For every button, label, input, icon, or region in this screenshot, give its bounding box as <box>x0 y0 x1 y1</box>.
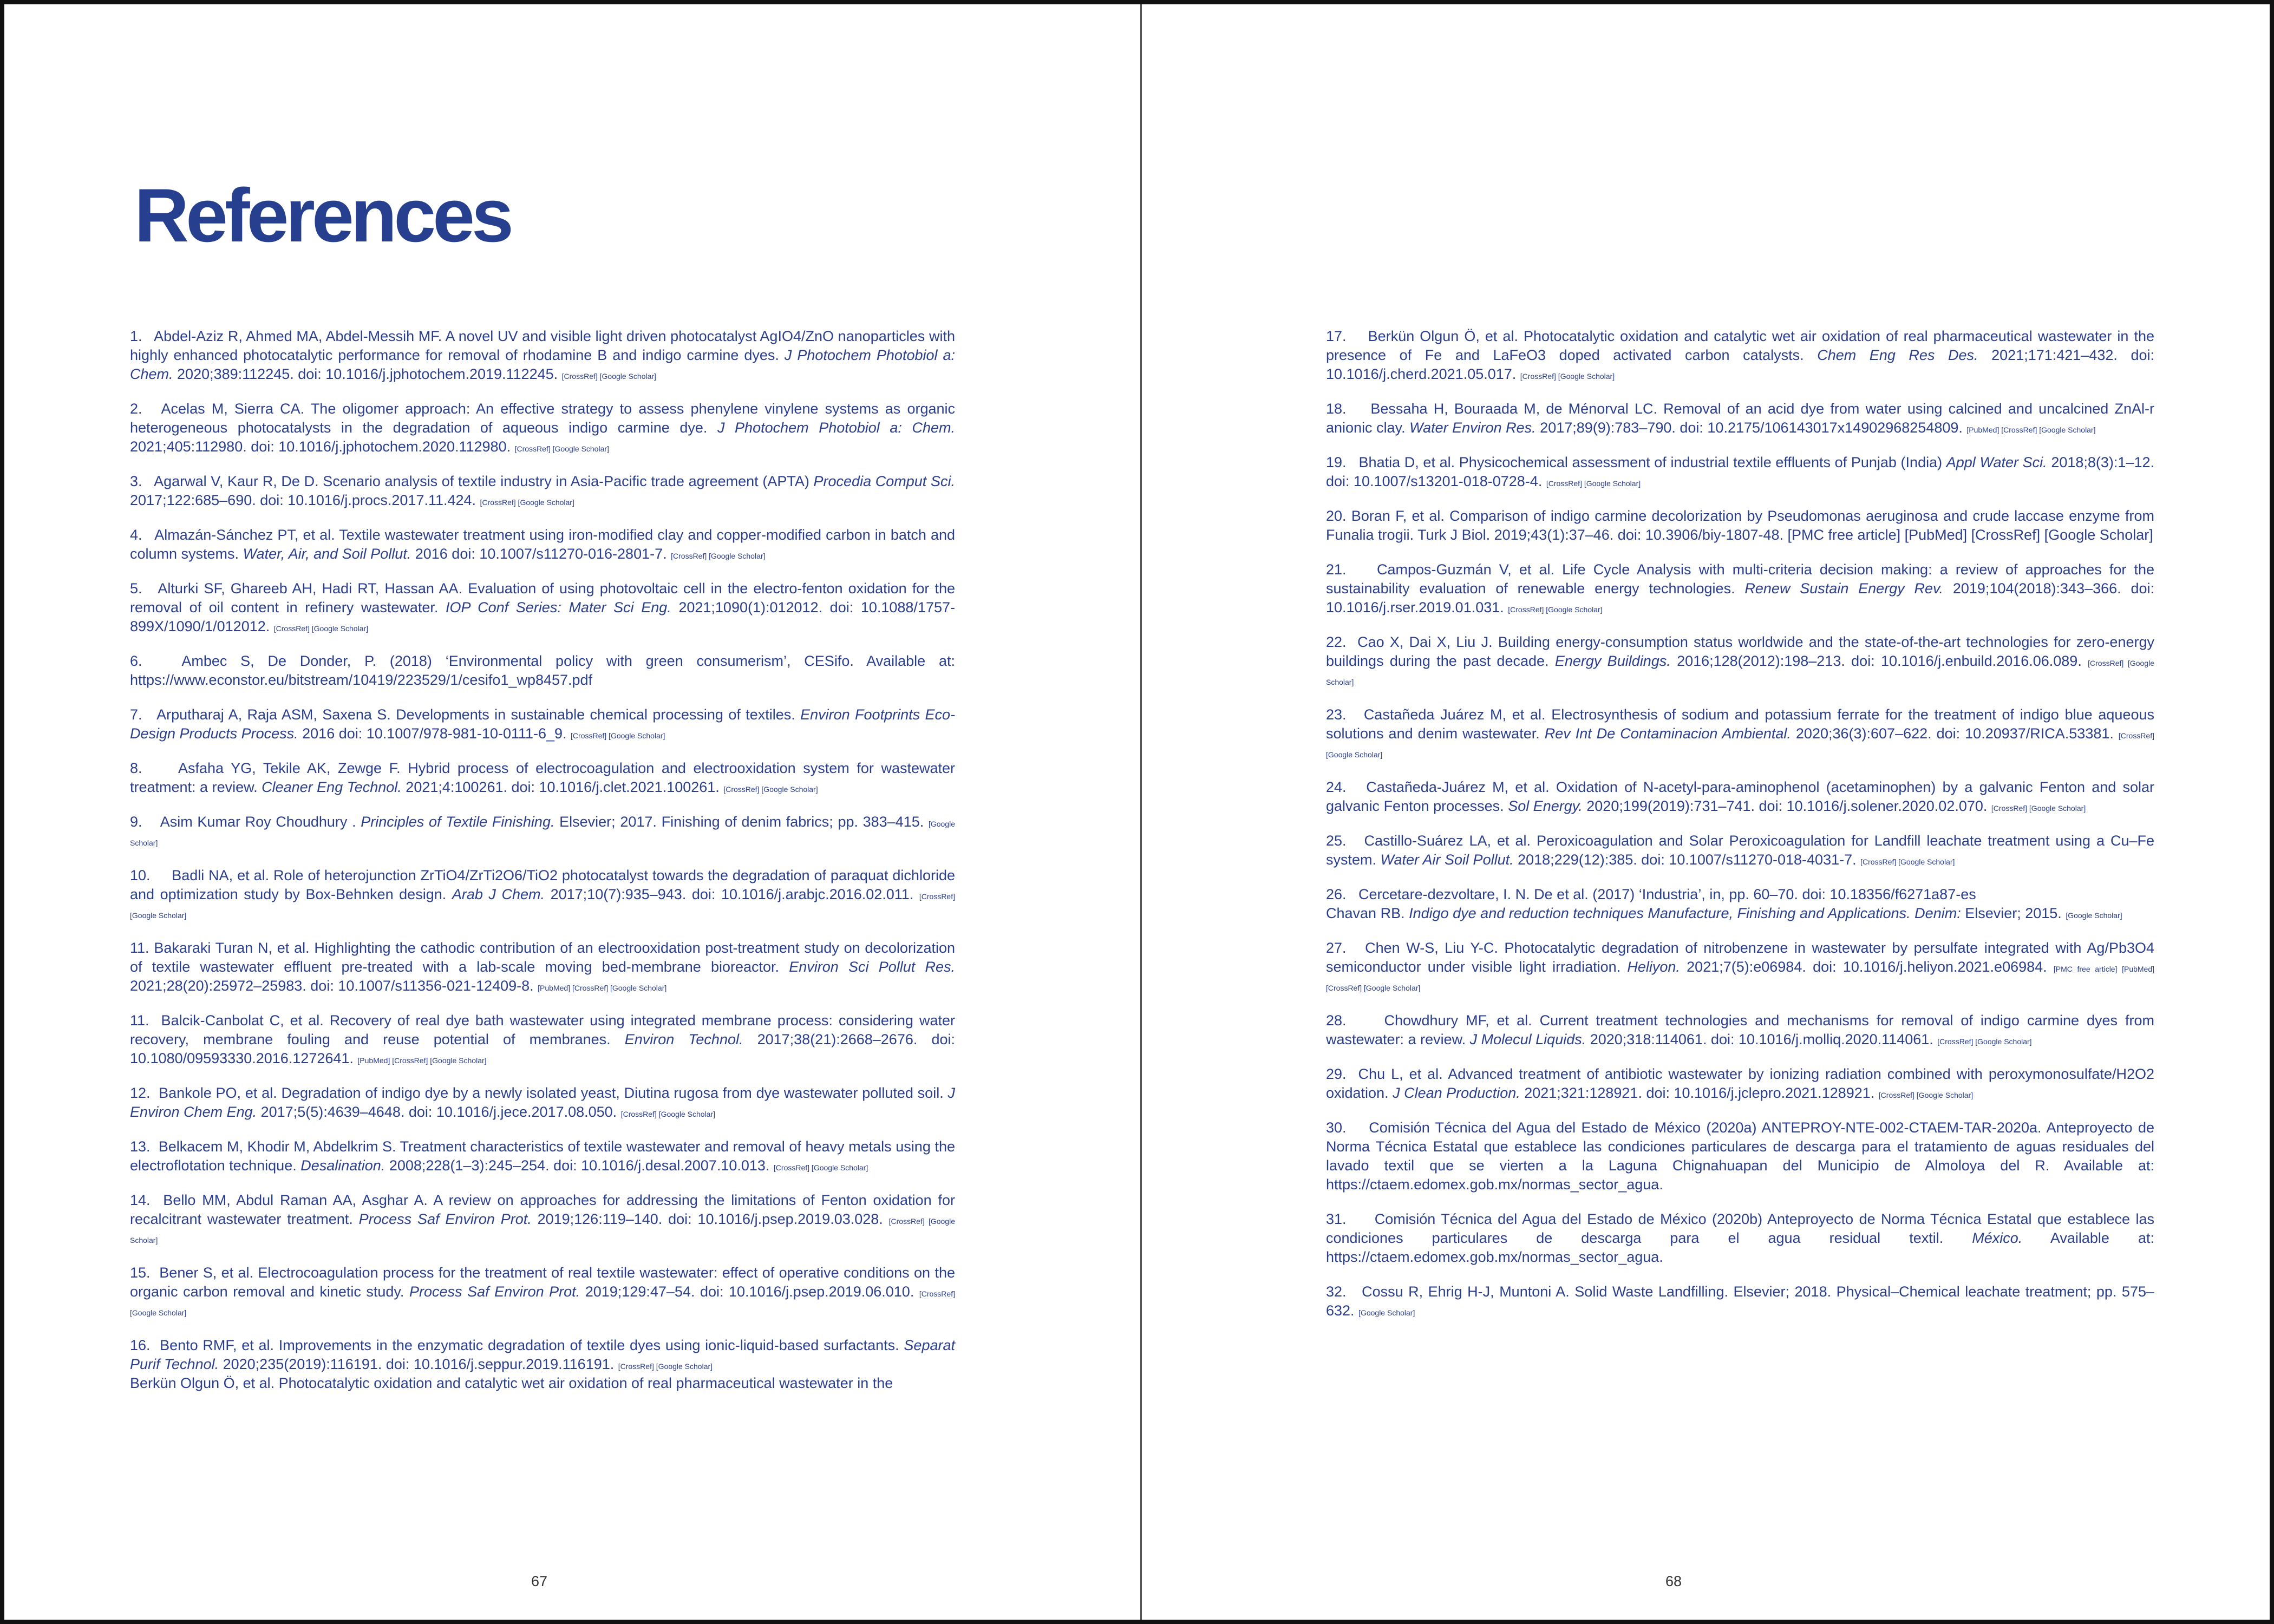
reference-source: J Photochem Photobiol a: Chem. <box>130 347 955 382</box>
reference-text: 3. Agarwal V, Kaur R, De D. Scenario analysis of textile industry in Asia-Pacific trade agreement (APTA) <box>130 473 814 489</box>
reference-details: 2020;36(3):607–622. doi: 10.20937/RICA.53381. <box>1791 725 2119 742</box>
reference-source: Indigo dye and reduction techniques Manufacture, Finishing and Applications. Denim: <box>1409 905 1961 921</box>
reference-source: Appl Water Sci. <box>1946 454 2047 470</box>
reference-source: Environ Technol. <box>624 1031 743 1047</box>
reference-text: 9. Asim Kumar Roy Choudhury . <box>130 814 361 830</box>
reference-text: 18. Bessaha H, Bouraada M, de Ménorval LC. Removal of an acid dye from water using calcined and uncalcined ZnAl-r anionic clay. <box>1326 401 2154 436</box>
reference-links: [CrossRef] [Google Scholar] <box>480 498 574 507</box>
reference-text: 24. Castañeda-Juárez M, et al. Oxidation of N-acetyl-para-aminophenol (acetaminophen) by a galvanic Fenton and solar galvanic Fenton processes. <box>1326 779 2154 814</box>
reference-details: 2016 doi: 10.1007/978-981-10-0111-6_9. <box>298 725 571 742</box>
reference-links: [PubMed] [CrossRef] [Google Scholar] <box>1966 425 2096 434</box>
reference-details: Available at: https://ctaem.edomex.gob.mx/normas_sector_agua. <box>1326 1230 2154 1265</box>
reference-text: 27. Chen W-S, Liu Y-C. Photocatalytic degradation of nitrobenzene in wastewater by persulfate integrated with Ag/Pb3O4 semiconductor under visible light irradiation. <box>1326 940 2154 975</box>
reference-source: Process Saf Environ Prot. <box>409 1284 580 1300</box>
reference-links: [CrossRef] [Google Scholar] <box>671 552 766 560</box>
reference-source: Rev Int De Contaminacion Ambiental. <box>1544 725 1791 742</box>
reference-details: 2021;171:421–432. doi: 10.1016/j.cherd.2021.05.017. <box>1326 347 2154 382</box>
reference-text: 20. Boran F, et al. Comparison of indigo carmine decolorization by Pseudomonas aeruginosa and crude laccase enzyme from Funalia trogii. Turk J Biol. 2019;43(1):37–46. doi: 10.3906/biy-1807-48. [PMC free article] [PubMed] [CrossRef] [Google Scholar] <box>1326 508 2154 543</box>
reference-links: [PubMed] [CrossRef] [Google Scholar] <box>357 1056 487 1065</box>
reference-item <box>130 813 955 850</box>
reference-item <box>130 1191 955 1248</box>
reference-item <box>1326 327 2154 384</box>
reference-text: 13. Belkacem M, Khodir M, Abdelkrim S. Treatment characteristics of textile wastewater and removal of heavy metals using the electroflotation technique. <box>130 1138 955 1174</box>
reference-links: [CrossRef] [Google Scholar] <box>1326 731 2154 759</box>
reference-item <box>130 1084 955 1122</box>
reference-item <box>1326 705 2154 762</box>
reference-text: 16. Bento RMF, et al. Improvements in the enzymatic degradation of textile dyes using ionic-liquid-based surfactants. <box>130 1337 904 1353</box>
reference-source: Sol Energy. <box>1508 798 1583 814</box>
reference-text: 15. Bener S, et al. Electrocoagulation process for the treatment of real textile wastewater: effect of operative conditions on the organic carbon removal and kinetic study. <box>130 1265 955 1300</box>
reference-details: 2017;10(7):935–943. doi: 10.1016/j.arabjc.2016.02.011. <box>545 886 919 902</box>
reference-details: 2019;104(2018):343–366. doi: 10.1016/j.rser.2019.01.031. <box>1326 580 2155 615</box>
reference-links: [CrossRef] [Google Scholar] <box>1520 372 1615 381</box>
reference-item <box>1326 1210 2154 1267</box>
reference-source: Arab J Chem. <box>452 886 545 902</box>
reference-details: 2008;228(1–3):245–254. doi: 10.1016/j.desal.2007.10.013. <box>385 1157 774 1174</box>
reference-links: [CrossRef] [Google Scholar] <box>620 1110 715 1118</box>
reference-details: 2021;4:100261. doi: 10.1016/j.clet.2021.100261. <box>401 779 724 795</box>
reference-links: [CrossRef] [Google Scholar] <box>618 1362 713 1371</box>
page-68 <box>1142 4 2270 1620</box>
reference-item <box>1326 633 2154 690</box>
reference-text: 23. Castañeda Juárez M, et al. Electrosynthesis of sodium and potassium ferrate for the treatment of indigo blue aqueous solutions and denim wastewater. <box>1326 706 2154 742</box>
reference-source: Water, Air, and Soil Pollut. <box>243 546 411 562</box>
reference-text: 10. Badli NA, et al. Role of heterojunction ZrTiO4/ZrTi2O6/TiO2 photocatalyst towards the degradation of paraquat dichloride and optimization study by Box-Behnken design. <box>130 867 955 902</box>
reference-source: Heliyon. <box>1627 959 1680 975</box>
reference-item <box>130 579 955 636</box>
reference-text: 30. Comisión Técnica del Agua del Estado de México (2020a) ANTEPROY-NTE-002-CTAEM-TAR-2020a. Anteproyecto de Norma Técnica Estatal que establece las condiciones particulares de descarga para el tratamiento de aguas residuales del lavado textil que se vierten a la Laguna Chignahuapan del Municipio de Almoloya del R. Available at: https://ctaem.edomex.gob.mx/normas_sector_agua. <box>1326 1119 2154 1193</box>
reference-details: 2017;89(9):783–790. doi: 10.2175/106143017x14902968254809. <box>1535 420 1967 436</box>
reference-details: 2020;318:114061. doi: 10.1016/j.molliq.2020.114061. <box>1586 1031 1938 1047</box>
reference-item <box>130 526 955 564</box>
reference-item <box>1326 1282 2154 1320</box>
reference-source: J Photochem Photobiol a: Chem. <box>717 420 955 436</box>
reference-item <box>1326 1065 2154 1103</box>
reference-details: 2016 doi: 10.1007/s11270-016-2801-7. <box>411 546 671 562</box>
reference-item <box>1326 939 2154 996</box>
reference-details: 2020;235(2019):116191. doi: 10.1016/j.seppur.2019.116191. <box>219 1356 618 1372</box>
reference-source: Process Saf Environ Prot. <box>358 1211 532 1227</box>
reference-source: Water Environ Res. <box>1409 420 1536 436</box>
reference-item <box>1326 1011 2154 1049</box>
reference-details: 2020;199(2019):731–741. doi: 10.1016/j.solener.2020.02.070. <box>1582 798 1991 814</box>
reference-item <box>1326 507 2154 545</box>
reference-item <box>1326 453 2154 491</box>
reference-details: 2021;28(20):25972–25983. doi: 10.1007/s11356-021-12409-8. <box>130 978 538 994</box>
reference-list-right <box>1326 327 2154 1336</box>
page-title: References <box>134 173 511 258</box>
reference-details: 2021;321:128921. doi: 10.1016/j.jclepro.2021.128921. <box>1520 1085 1879 1101</box>
reference-text: 31. Comisión Técnica del Agua del Estado de México (2020b) Anteproyecto de Norma Técnica Estatal que establece las condiciones particulares de descarga para el agua residual textil. <box>1326 1211 2154 1246</box>
reference-item <box>130 1336 955 1374</box>
reference-details: 2018;8(3):1–12. doi: 10.1007/s13201-018-0728-4. <box>1326 454 2154 489</box>
reference-text: 12. Bankole PO, et al. Degradation of indigo dye by a newly isolated yeast, Diutina rugosa from dye wastewater polluted soil. <box>130 1085 948 1101</box>
reference-source: México. <box>1972 1230 2023 1246</box>
reference-source: J Molecul Liquids. <box>1469 1031 1586 1047</box>
reference-text: 28. Chowdhury MF, et al. Current treatment technologies and mechanisms for removal of indigo carmine dyes from wastewater: a review. <box>1326 1012 2154 1047</box>
reference-item <box>1326 560 2154 617</box>
reference-source: Chem Eng Res Des. <box>1817 347 1978 363</box>
reference-source: Environ Footprints Eco-Design Products Process. <box>130 706 955 742</box>
reference-text: 6. Ambec S, De Donder, P. (2018) ‘Environmental policy with green consumerism’, CESifo. Available at: https://www.econstor.eu/bitstream/10419/223529/1/cesifo1_wp8457.pdf <box>130 653 955 688</box>
reference-links: [CrossRef] [Google Scholar] <box>1508 605 1603 614</box>
reference-source: J Environ Chem Eng. <box>130 1085 955 1120</box>
reference-links: [CrossRef] [Google Scholar] <box>1860 857 1955 866</box>
reference-source: IOP Conf Series: Mater Sci Eng. <box>446 599 671 615</box>
reference-details: 2017;5(5):4639–4648. doi: 10.1016/j.jece.2017.08.050. <box>257 1104 621 1120</box>
reference-links: [CrossRef] [Google Scholar] <box>273 624 369 633</box>
reference-item <box>130 1137 955 1175</box>
reference-links: [CrossRef] [Google Scholar] <box>130 1217 955 1245</box>
reference-details: 2017;38(21):2668–2676. doi: 10.1080/09593330.2016.1272641. <box>130 1031 955 1066</box>
reference-item <box>130 400 955 456</box>
reference-item <box>130 759 955 797</box>
reference-details: 2020;389:112245. doi: 10.1016/j.jphotochem.2019.112245. <box>173 366 562 382</box>
reference-text: 21. Campos-Guzmán V, et al. Life Cycle Analysis with multi-criteria decision making: a review of approaches for the sustainability evaluation of renewable energy technologies. <box>1326 561 2154 597</box>
reference-source: Cleaner Eng Technol. <box>262 779 402 795</box>
reference-links: [PMC free article] [PubMed] [CrossRef] [Google Scholar] <box>1326 965 2155 992</box>
reference-details: 2021;405:112980. doi: 10.1016/j.jphotochem.2020.112980. <box>130 438 515 455</box>
reference-text: 5. Alturki SF, Ghareeb AH, Hadi RT, Hassan AA. Evaluation of using photovoltaic cell in the electro-fenton oxidation for the removal of oil content in refinery wastewater. <box>130 580 955 615</box>
reference-item <box>130 705 955 743</box>
reference-source: Principles of Textile Finishing. <box>361 814 555 830</box>
reference-text: 1. Abdel-Aziz R, Ahmed MA, Abdel-Messih MF. A novel UV and visible light driven photocatalyst AgIO4/ZnO nanoparticles with highly enhanced photocatalytic performance for removal of rhodamine B and indigo carmine dyes. <box>130 328 955 363</box>
reference-text: 7. Arputharaj A, Raja ASM, Saxena S. Developments in sustainable chemical processing of textiles. <box>130 706 801 723</box>
reference-links: [PubMed] [CrossRef] [Google Scholar] <box>538 984 667 992</box>
reference-source: Desalination. <box>300 1157 385 1174</box>
reference-source: Procedia Comput Sci. <box>813 473 955 489</box>
reference-text: 14. Bello MM, Abdul Raman AA, Asghar A. A review on approaches for addressing the limitations of Fenton oxidation for recalcitrant wastewater treatment. <box>130 1192 955 1227</box>
reference-text: 8. Asfaha YG, Tekile AK, Zewge F. Hybrid process of electrocoagulation and electrooxidation system for wastewater treatment: a review. <box>130 760 955 795</box>
reference-item <box>130 472 955 510</box>
reference-details: 2017;122:685–690. doi: 10.1016/j.procs.2017.11.424. <box>130 492 480 508</box>
reference-links: [CrossRef] [Google Scholar] <box>1326 659 2154 686</box>
reference-item <box>130 652 955 690</box>
reference-item <box>1326 1118 2154 1194</box>
reference-source: Renew Sustain Energy Rev. <box>1744 580 1944 597</box>
reference-text: 22. Cao X, Dai X, Liu J. Building energy-consumption status worldwide and the state-of-the-art technologies for zero-energy buildings during the past decade. <box>1326 634 2154 669</box>
reference-text: 17. Berkün Olgun Ö, et al. Photocatalytic oxidation and catalytic wet air oxidation of real pharmaceutical wastewater in the presence of Fe and LaFeO3 doped activated carbon catalysts. <box>1326 328 2154 363</box>
reference-links: [CrossRef] [Google Scholar] <box>1991 804 2086 813</box>
reference-text: 32. Cossu R, Ehrig H-J, Muntoni A. Solid Waste Landfilling. Elsevier; 2018. Physical–Chemical leachate treatment; pp. 575–632. <box>1326 1284 2154 1319</box>
reference-text: 2. Acelas M, Sierra CA. The oligomer approach: An effective strategy to assess phenylene vinylene systems as organic heterogeneous photocatalysts in the degradation of aqueous indigo carmine dye. <box>130 401 955 436</box>
reference-source: J Clean Production. <box>1393 1085 1520 1101</box>
reference-text: 4. Almazán-Sánchez PT, et al. Textile wastewater treatment using iron-modified clay and copper-modified carbon in batch and column systems. <box>130 527 955 562</box>
page-number: 67 <box>531 1573 548 1589</box>
reference-source: Separat Purif Technol. <box>130 1337 955 1372</box>
reference-links: [CrossRef] [Google Scholar] <box>1546 479 1641 488</box>
reference-item <box>130 327 955 384</box>
reference-text: 19. Bhatia D, et al. Physicochemical assessment of industrial textile effluents of Punjab (India) <box>1326 454 1946 470</box>
reference-links: [Google Scholar] <box>2066 911 2122 920</box>
reference-details: 2021;7(5):e06984. doi: 10.1016/j.heliyon.2021.e06984. <box>1680 959 2054 975</box>
reference-item <box>1326 778 2154 816</box>
reference-item <box>130 939 955 996</box>
reference-details: 2021;1090(1):012012. doi: 10.1088/1757-899X/1090/1/012012. <box>130 599 955 634</box>
reference-item <box>1326 885 2154 923</box>
reference-links: [CrossRef] [Google Scholar] <box>130 1289 955 1317</box>
reference-item <box>1326 400 2154 437</box>
reference-item <box>130 1011 955 1068</box>
reference-links: [CrossRef] [Google Scholar] <box>773 1163 868 1172</box>
reference-list-left <box>130 327 955 1409</box>
reference-links: [CrossRef] [Google Scholar] <box>723 785 818 794</box>
reference-text: 26. Cercetare-dezvoltare, I. N. De et al. (2017) ‘Industria’, in, pp. 60–70. doi: 10.18356/f6271a87-es <box>1326 886 1976 902</box>
reference-details: 2016;128(2012):198–213. doi: 10.1016/j.enbuild.2016.06.089. <box>1670 653 2088 669</box>
reference-source: Energy Buildings. <box>1554 653 1671 669</box>
reference-text: 11. Bakaraki Turan N, et al. Highlighting the cathodic contribution of an electrooxidation post-treatment study on decolorization of textile wastewater effluent pre-treated with a lab-scale moving bed-membrane bioreactor. <box>130 940 955 975</box>
reference-details: Elsevier; 2017. Finishing of denim fabrics; pp. 383–415. <box>554 814 929 830</box>
reference-links: [Google Scholar] <box>1358 1308 1415 1317</box>
reference-details: 2019;126:119–140. doi: 10.1016/j.psep.2019.03.028. <box>531 1211 889 1227</box>
reference-details: Elsevier; 2015. <box>1961 905 2066 921</box>
reference-links: [CrossRef] [Google Scholar] <box>561 372 656 381</box>
reference-links: [Google Scholar] <box>130 820 955 847</box>
reference-text: 29. Chu L, et al. Advanced treatment of antibiotic wastewater by ionizing radiation combined with peroxymonosulfate/H2O2 oxidation. <box>1326 1066 2154 1101</box>
reference-links: [CrossRef] [Google Scholar] <box>571 731 665 740</box>
reference-details: 2018;229(12):385. doi: 10.1007/s11270-018-4031-7. <box>1513 852 1861 868</box>
page-67 <box>4 4 1140 1620</box>
page-number: 68 <box>1665 1573 1682 1589</box>
reference-source: Environ Sci Pollut Res. <box>789 959 955 975</box>
reference-text: Chavan RB. <box>1326 905 1409 921</box>
reference-source: Water Air Soil Pollut. <box>1380 852 1514 868</box>
reference-item <box>130 1263 955 1320</box>
reference-overflow-line: Berkün Olgun Ö, et al. Photocatalytic oxidation and catalytic wet air oxidation of real pharmaceutical wastewater in the <box>130 1375 893 1391</box>
reference-links: [CrossRef] [Google Scholar] <box>1937 1037 2032 1046</box>
reference-item <box>130 866 955 923</box>
reference-links: [CrossRef] [Google Scholar] <box>130 892 955 920</box>
reference-text: 25. Castillo-Suárez LA, et al. Peroxicoagulation and Solar Peroxicoagulation for Landfill leachate treatment using a Cu–Fe system. <box>1326 833 2154 868</box>
reference-links: [CrossRef] [Google Scholar] <box>514 444 609 453</box>
reference-text: 11. Balcik-Canbolat C, et al. Recovery of real dye bath wastewater using integrated membrane process: considering water recovery, membrane fouling and reuse potential of membranes. <box>130 1012 955 1047</box>
reference-links: [CrossRef] [Google Scholar] <box>1878 1091 1974 1099</box>
reference-item <box>1326 831 2154 869</box>
reference-details: 2019;129:47–54. doi: 10.1016/j.psep.2019.06.010. <box>580 1284 919 1300</box>
